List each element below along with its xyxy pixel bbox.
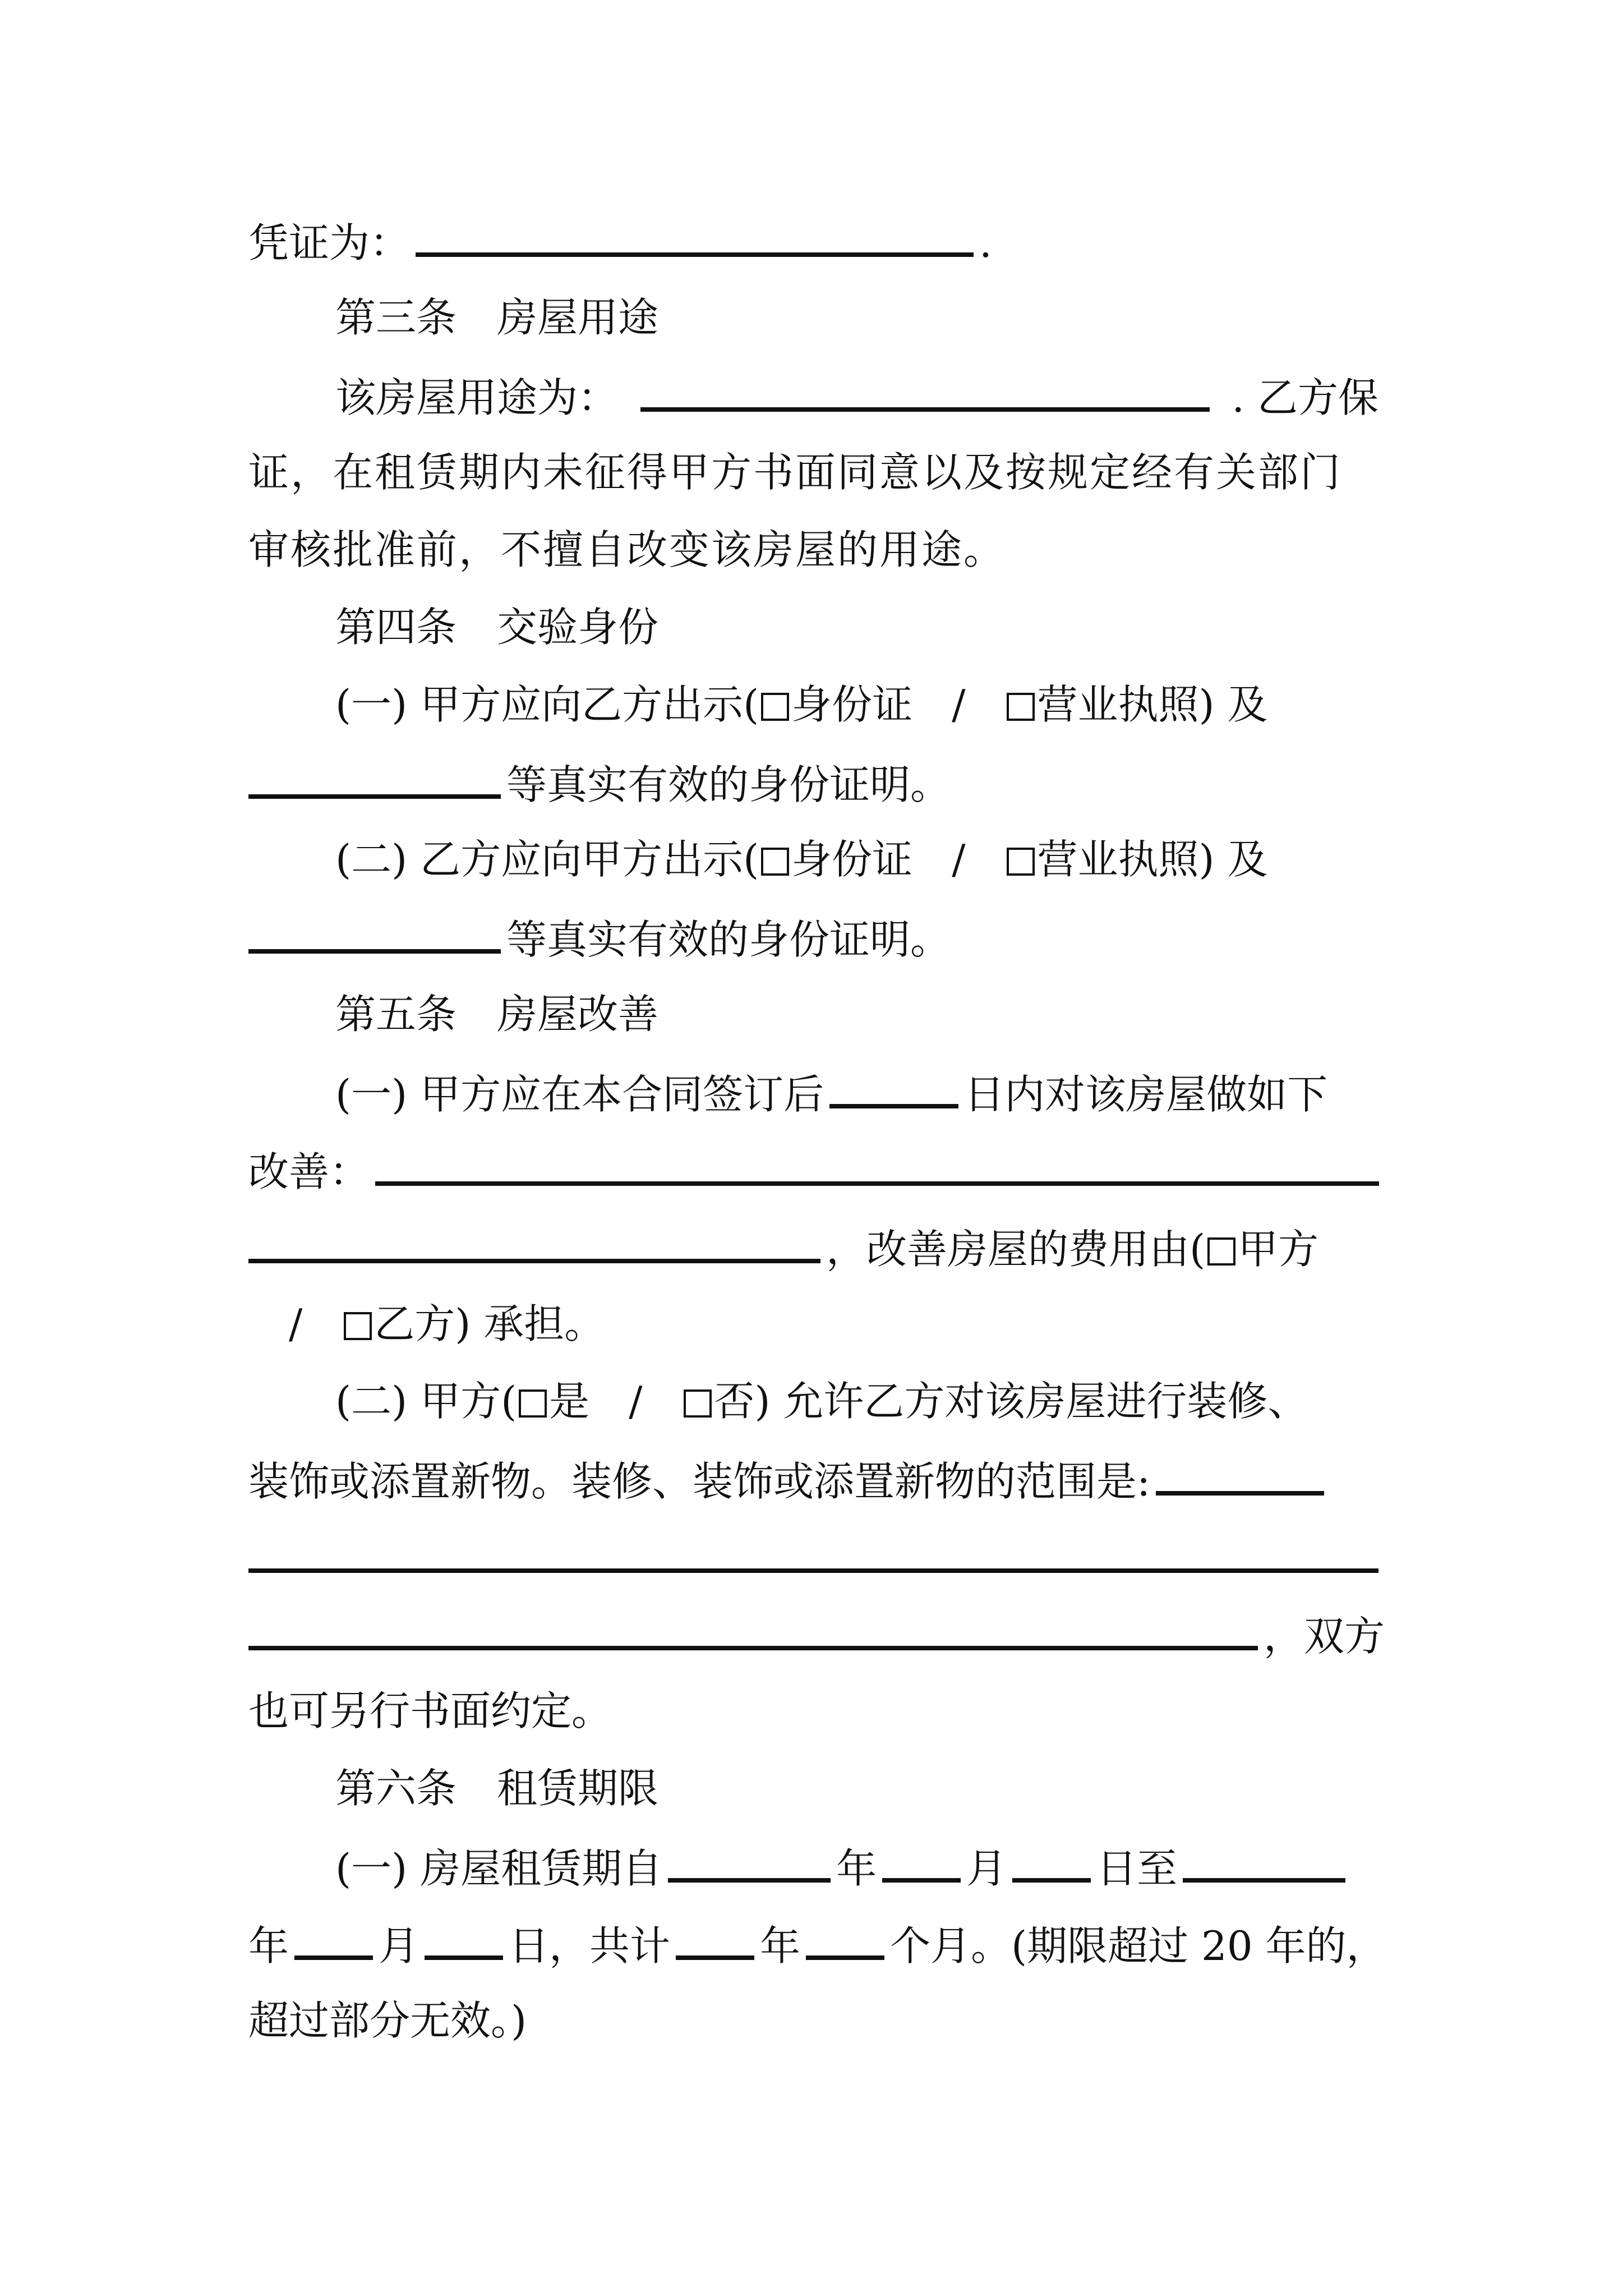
article-4-title: 第四条 交验身份 bbox=[335, 604, 659, 651]
business-license-checkbox[interactable] bbox=[1007, 693, 1035, 721]
credential-label: 凭证为： bbox=[248, 219, 411, 266]
business-license-checkbox[interactable] bbox=[1007, 848, 1035, 876]
end-month-blank[interactable] bbox=[294, 1923, 373, 1960]
decoration-line: (二) 甲方( 是 / 否) 允许乙方对该房屋进行装修、 bbox=[335, 1378, 1308, 1425]
improvement-blank-1[interactable] bbox=[375, 1149, 1379, 1186]
days-blank[interactable] bbox=[829, 1071, 958, 1108]
identity-a-line: (一) 甲方应向乙方出示( 身份证 / 营业执照) 及 bbox=[335, 681, 1268, 728]
usage-line: 该房屋用途为： . 乙方保 bbox=[335, 374, 1378, 421]
decoration-blank-2[interactable] bbox=[248, 1536, 1378, 1573]
decoration-note: 也可另行书面约定。 bbox=[248, 1687, 612, 1734]
article-6-title: 第六条 租赁期限 bbox=[335, 1765, 659, 1812]
identity-a-proof-line: 等真实有效的身份证明。 bbox=[248, 762, 1378, 818]
yes-checkbox[interactable] bbox=[519, 1389, 547, 1418]
identity-a-blank[interactable] bbox=[248, 762, 501, 799]
start-day-blank[interactable] bbox=[1012, 1846, 1091, 1883]
improvement-blank-2[interactable] bbox=[248, 1226, 820, 1263]
usage-blank[interactable] bbox=[640, 375, 1210, 412]
no-checkbox[interactable] bbox=[684, 1389, 712, 1418]
lease-term-line-2: 年 月 日，共计 年 个月。(期限超过 20 年的， bbox=[248, 1922, 1387, 1970]
identity-b-blank[interactable] bbox=[248, 917, 501, 954]
id-card-checkbox[interactable] bbox=[761, 848, 789, 876]
credential-line: 凭证为： . bbox=[248, 219, 992, 266]
improvement-content-line: 改善： bbox=[248, 1149, 1378, 1205]
article-3-title: 第三条 房屋用途 bbox=[335, 294, 659, 341]
end-year-blank[interactable] bbox=[1183, 1846, 1345, 1883]
decoration-blank-line bbox=[248, 1536, 1378, 1592]
usage-text-2: 审核批准前，不擅自改变该房屋的用途。 bbox=[248, 526, 1006, 573]
start-month-blank[interactable] bbox=[882, 1846, 961, 1883]
improvement-cost-line-2: / 乙方) 承担。 bbox=[289, 1300, 605, 1347]
improvement-line: (一) 甲方应在本合同签订后 日内对该房屋做如下 bbox=[335, 1071, 1328, 1118]
decoration-blank-3[interactable] bbox=[248, 1613, 1258, 1650]
article-5-title: 第五条 房屋改善 bbox=[335, 991, 659, 1038]
decoration-scope-line: 装饰或添置新物。装修、装饰或添置新物的范围是: bbox=[248, 1458, 1378, 1515]
party-a-checkbox[interactable] bbox=[1207, 1237, 1235, 1266]
credential-blank[interactable] bbox=[416, 220, 974, 257]
lease-term-line: (一) 房屋租赁期自 年 月 日至 bbox=[335, 1846, 1465, 1902]
identity-b-proof-line: 等真实有效的身份证明。 bbox=[248, 917, 1378, 973]
identity-b-line: (二) 乙方应向甲方出示( 身份证 / 营业执照) 及 bbox=[335, 836, 1268, 883]
total-months-blank[interactable] bbox=[806, 1923, 884, 1960]
improvement-cost-line: ，改善房屋的费用由( 甲方 bbox=[248, 1226, 1378, 1282]
total-years-blank[interactable] bbox=[676, 1923, 754, 1960]
decoration-blank-1[interactable] bbox=[1156, 1458, 1324, 1496]
usage-text-1: 证，在租赁期内未征得甲方书面同意以及按规定经有关部门 bbox=[248, 449, 1343, 496]
party-b-checkbox[interactable] bbox=[344, 1312, 372, 1340]
end-day-blank[interactable] bbox=[425, 1923, 503, 1960]
start-year-blank[interactable] bbox=[668, 1846, 831, 1883]
decoration-end-line: ，双方 bbox=[248, 1613, 1378, 1669]
lease-term-note: 超过部分无效。) bbox=[248, 1997, 527, 2044]
id-card-checkbox[interactable] bbox=[761, 693, 789, 721]
